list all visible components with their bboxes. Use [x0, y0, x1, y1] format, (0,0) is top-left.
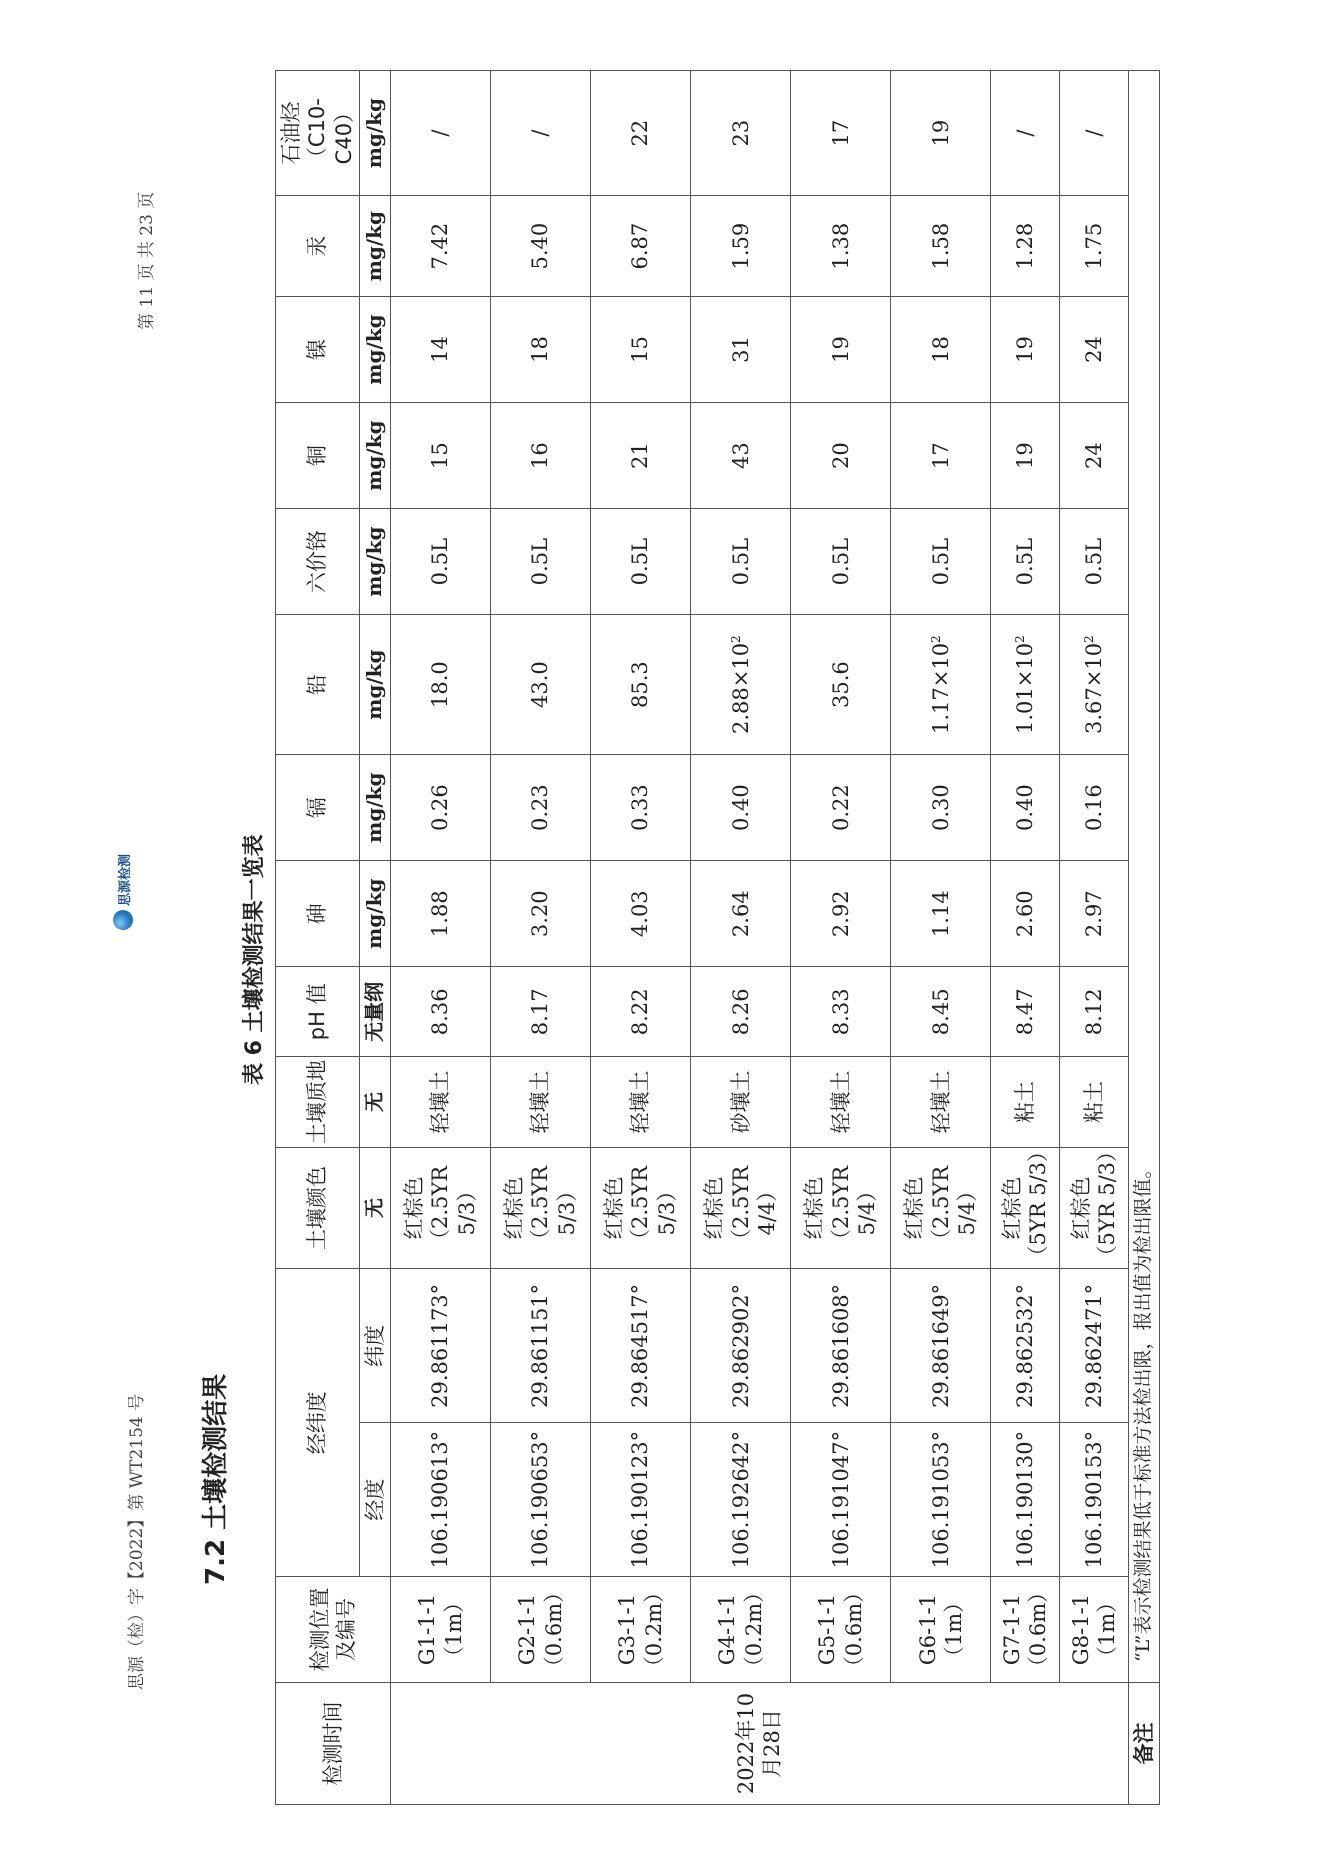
cell-copper: 21 [591, 403, 691, 509]
unit-texture: 无 [359, 1057, 390, 1147]
cell-location: G6-1-1（1m） [891, 1577, 991, 1683]
cell-nickel: 24 [1059, 297, 1128, 403]
cell-location: G2-1-1（0.6m） [491, 1577, 591, 1683]
table-row [691, 71, 791, 1805]
cell-color: 红棕色（2.5YR 4/4） [691, 1147, 791, 1269]
cell-arsenic: 1.14 [891, 861, 991, 967]
cell-lead [391, 615, 491, 755]
cell-cadmium: 0.40 [991, 755, 1060, 861]
header-row-1 [276, 71, 360, 1805]
unit-color: 无 [359, 1147, 390, 1269]
cell-chromium6: 0.5L [791, 509, 891, 615]
unit-petroleum: mg/kg [359, 71, 390, 196]
unit-lead: mg/kg [359, 615, 390, 755]
table-row [791, 71, 891, 1805]
cell-copper: 15 [391, 403, 491, 509]
cell-color: 红棕色（2.5YR 5/3） [591, 1147, 691, 1269]
lead-exponent: 2 [1013, 635, 1027, 643]
cell-longitude: 106.192642° [691, 1423, 791, 1577]
cell-lead [991, 615, 1060, 755]
lead-value: 3.67×10 [1081, 642, 1106, 735]
header-nickel: 镍 [276, 297, 360, 403]
cell-mercury: 1.75 [1059, 196, 1128, 297]
cell-latitude: 29.861173° [391, 1269, 491, 1423]
cell-cadmium: 0.26 [391, 755, 491, 861]
table-row [891, 71, 991, 1805]
table-body [391, 71, 1129, 1805]
note-label: 备注 [1128, 1683, 1159, 1805]
cell-chromium6: 0.5L [591, 509, 691, 615]
lead-value: 35.6 [828, 661, 853, 709]
cell-texture: 粘土 [1059, 1057, 1128, 1147]
cell-location: G3-1-1（0.2m） [591, 1577, 691, 1683]
unit-chromium6: mg/kg [359, 509, 390, 615]
cell-longitude: 106.191053° [891, 1423, 991, 1577]
cell-location: G7-1-1（0.6m） [991, 1577, 1060, 1683]
cell-copper: 20 [791, 403, 891, 509]
cell-texture: 轻壤土 [891, 1057, 991, 1147]
unit-ph: 无量纲 [359, 967, 390, 1057]
cell-nickel: 15 [591, 297, 691, 403]
unit-mercury: mg/kg [359, 196, 390, 297]
cell-color: 红棕色（2.5YR 5/3） [491, 1147, 591, 1269]
soil-results-table [275, 70, 1160, 1805]
cell-nickel: 18 [891, 297, 991, 403]
cell-chromium6: 0.5L [391, 509, 491, 615]
cell-petroleum: 19 [891, 71, 991, 196]
unit-copper: mg/kg [359, 403, 390, 509]
cell-nickel: 31 [691, 297, 791, 403]
lead-value: 1.01×10 [1013, 642, 1037, 735]
lead-value: 85.3 [628, 661, 653, 709]
cell-texture: 粘土 [991, 1057, 1060, 1147]
cell-latitude: 29.861151° [491, 1269, 591, 1423]
cell-texture: 轻壤土 [391, 1057, 491, 1147]
cell-nickel: 14 [391, 297, 491, 403]
cell-cadmium: 0.22 [791, 755, 891, 861]
cell-location: G1-1-1（1m） [391, 1577, 491, 1683]
cell-arsenic: 4.03 [591, 861, 691, 967]
cell-texture: 轻壤土 [491, 1057, 591, 1147]
cell-cadmium: 0.30 [891, 755, 991, 861]
cell-mercury: 1.59 [691, 196, 791, 297]
cell-arsenic: 2.97 [1059, 861, 1128, 967]
cell-color: 红棕色（2.5YR 5/3） [391, 1147, 491, 1269]
cell-latitude: 29.862532° [991, 1269, 1060, 1423]
cell-latitude: 29.861649° [891, 1269, 991, 1423]
cell-lead [1059, 615, 1128, 755]
cell-copper: 16 [491, 403, 591, 509]
cell-arsenic: 2.92 [791, 861, 891, 967]
cell-cadmium: 0.33 [591, 755, 691, 861]
cell-texture: 轻壤土 [591, 1057, 691, 1147]
lead-exponent: 2 [728, 635, 743, 643]
unit-arsenic: mg/kg [359, 861, 390, 967]
header-lead: 铅 [276, 615, 360, 755]
header-mercury: 汞 [276, 196, 360, 297]
cell-mercury: 1.58 [891, 196, 991, 297]
lead-value: 1.17×10 [928, 642, 953, 735]
cell-arsenic: 2.60 [991, 861, 1060, 967]
unit-cadmium: mg/kg [359, 755, 390, 861]
header-longitude: 经度 [359, 1423, 390, 1577]
cell-lead [491, 615, 591, 755]
cell-nickel: 19 [991, 297, 1060, 403]
cell-mercury: 6.87 [591, 196, 691, 297]
lead-value: 43.0 [528, 661, 553, 709]
cell-location: G4-1-1（0.2m） [691, 1577, 791, 1683]
table-row [391, 71, 491, 1805]
cell-arsenic: 2.64 [691, 861, 791, 967]
header-location: 检测位置及编号 [276, 1577, 391, 1683]
cell-color: 红棕色（5YR 5/3） [991, 1147, 1060, 1269]
cell-copper: 19 [991, 403, 1060, 509]
page-number: 第 11 页 共 23 页 [137, 191, 157, 330]
note-row [1128, 71, 1159, 1805]
cell-petroleum: / [391, 71, 491, 196]
cell-petroleum: / [991, 71, 1060, 196]
cell-longitude: 106.190613° [391, 1423, 491, 1577]
header-ph: pH 值 [276, 967, 360, 1057]
cell-arsenic: 1.88 [391, 861, 491, 967]
soil-results-table-container [275, 70, 1160, 1805]
cell-ph: 8.36 [391, 967, 491, 1057]
table-row [1059, 71, 1128, 1805]
section-title: 7.2 土壤检测结果 [201, 1373, 231, 1585]
header-chromium6: 六价铬 [276, 509, 360, 615]
cell-texture: 轻壤土 [791, 1057, 891, 1147]
cell-cadmium: 0.40 [691, 755, 791, 861]
cell-lead [591, 615, 691, 755]
cell-ph: 8.12 [1059, 967, 1128, 1057]
table-row [491, 71, 591, 1805]
cell-ph: 8.17 [491, 967, 591, 1057]
cell-petroleum: 22 [591, 71, 691, 196]
report-code: 思源（检）字【2022】第 WT2154 号 [127, 1393, 147, 1690]
cell-copper: 17 [891, 403, 991, 509]
cell-mercury: 7.42 [391, 196, 491, 297]
cell-ph: 8.33 [791, 967, 891, 1057]
lead-value: 2.88×10 [728, 642, 753, 735]
cell-ph: 8.26 [691, 967, 791, 1057]
cell-chromium6: 0.5L [1059, 509, 1128, 615]
cell-latitude: 29.864517° [591, 1269, 691, 1423]
cell-latitude: 29.862902° [691, 1269, 791, 1423]
header-coords: 经纬度 [276, 1269, 360, 1577]
cell-chromium6: 0.5L [991, 509, 1060, 615]
cell-color: 红棕色（2.5YR 5/4） [891, 1147, 991, 1269]
cell-mercury: 5.40 [491, 196, 591, 297]
cell-petroleum: / [491, 71, 591, 196]
header-latitude: 纬度 [359, 1269, 390, 1423]
cell-petroleum: 17 [791, 71, 891, 196]
cell-location: G8-1-1（1m） [1059, 1577, 1128, 1683]
cell-location: G5-1-1（0.6m） [791, 1577, 891, 1683]
cell-date: 2022年10月28日 [391, 1683, 1129, 1805]
cell-ph: 8.45 [891, 967, 991, 1057]
cell-texture: 砂壤土 [691, 1057, 791, 1147]
cell-latitude: 29.861608° [791, 1269, 891, 1423]
cell-cadmium: 0.23 [491, 755, 591, 861]
lead-value: 18.0 [428, 661, 453, 709]
cell-petroleum: 23 [691, 71, 791, 196]
cell-lead [791, 615, 891, 755]
cell-longitude: 106.191047° [791, 1423, 891, 1577]
header-row-2 [359, 71, 390, 1805]
cell-lead [691, 615, 791, 755]
lead-exponent: 2 [1081, 635, 1096, 643]
cell-ph: 8.47 [991, 967, 1060, 1057]
logo-icon [113, 910, 133, 930]
cell-longitude: 106.190130° [991, 1423, 1060, 1577]
cell-chromium6: 0.5L [891, 509, 991, 615]
header-petroleum: 石油烃（C10-C40） [276, 71, 360, 196]
cell-copper: 24 [1059, 403, 1128, 509]
cell-longitude: 106.190153° [1059, 1423, 1128, 1577]
table-row [991, 71, 1060, 1805]
header-texture: 土壤质地 [276, 1057, 360, 1147]
cell-lead [891, 615, 991, 755]
note-text: “L”表示检测结果低于标准方法检出限，报出值为检出限值。 [1128, 71, 1159, 1683]
cell-color: 红棕色（2.5YR 5/4） [791, 1147, 891, 1269]
header-color: 土壤颜色 [276, 1147, 360, 1269]
cell-mercury: 1.28 [991, 196, 1060, 297]
company-logo [113, 854, 133, 930]
cell-longitude: 106.190123° [591, 1423, 691, 1577]
cell-latitude: 29.862471° [1059, 1269, 1128, 1423]
cell-nickel: 19 [791, 297, 891, 403]
header-arsenic: 砷 [276, 861, 360, 967]
cell-color: 红棕色（5YR 5/3） [1059, 1147, 1128, 1269]
cell-cadmium: 0.16 [1059, 755, 1128, 861]
cell-arsenic: 3.20 [491, 861, 591, 967]
header-cadmium: 镉 [276, 755, 360, 861]
cell-ph: 8.22 [591, 967, 691, 1057]
cell-chromium6: 0.5L [691, 509, 791, 615]
cell-longitude: 106.190653° [491, 1423, 591, 1577]
table-title: 表 6 土壤检测结果一览表 [242, 834, 267, 1085]
cell-nickel: 18 [491, 297, 591, 403]
logo-text: 思源检测 [117, 853, 133, 906]
cell-chromium6: 0.5L [491, 509, 591, 615]
header-time: 检测时间 [276, 1683, 391, 1805]
lead-exponent: 2 [928, 635, 943, 643]
cell-petroleum: / [1059, 71, 1128, 196]
cell-mercury: 1.38 [791, 196, 891, 297]
header-copper: 铜 [276, 403, 360, 509]
cell-copper: 43 [691, 403, 791, 509]
table-row [591, 71, 691, 1805]
unit-nickel: mg/kg [359, 297, 390, 403]
